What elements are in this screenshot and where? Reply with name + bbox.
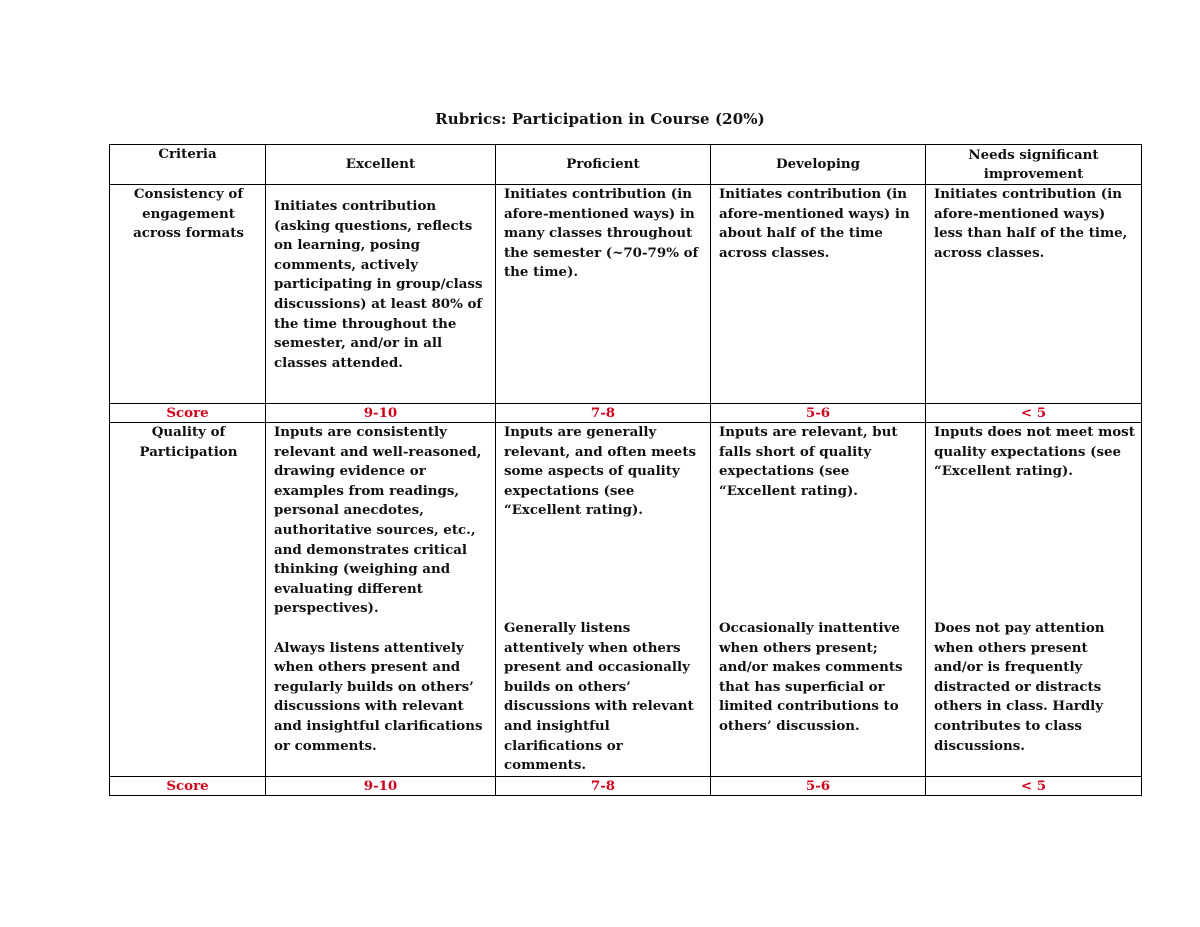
page-title: Rubrics: Participation in Course (20%) xyxy=(435,110,765,128)
cell-text: Does not pay attention when others present and/or is frequently distracted or distracts others in class. Hardly contributes to class discussions. xyxy=(934,620,1105,754)
score-excellent: 9-10 xyxy=(266,776,496,795)
cell-text: Inputs does not meet most quality expectations (see “Excellent rating). xyxy=(934,424,1135,480)
cell-developing: Initiates contribution (in afore-mentioned ways) in about half of the time across classes. xyxy=(711,185,926,404)
score-excellent: 9-10 xyxy=(266,404,496,423)
cell-text: Generally listens attentively when others present and occasionally builds on others’ discussions with relevant and insightful clarifications or comments. xyxy=(504,620,694,774)
header-excellent: Excellent xyxy=(266,145,496,185)
score-developing: 5-6 xyxy=(711,404,926,423)
score-row xyxy=(110,776,1142,795)
score-proficient: 7-8 xyxy=(496,776,711,795)
header-criteria: Criteria xyxy=(110,145,266,185)
score-label: Score xyxy=(110,404,266,423)
cell-text: Occasionally inattentive when others present; and/or makes comments that has superficial or limited contributions to others’ discussion. xyxy=(719,620,903,734)
cell-proficient: Initiates contribution (in afore-mentioned ways) in many classes throughout the semester (~70-79% of the time). xyxy=(496,185,711,404)
header-needs-improvement: Needs significant improvement xyxy=(926,145,1142,185)
cell-text: Always listens attentively when others present and regularly builds on others’ discussions with relevant and insightful clarifications or comments. xyxy=(274,639,483,754)
table-row xyxy=(110,185,1142,404)
score-needs-improvement: < 5 xyxy=(926,776,1142,795)
cell-text: Inputs are relevant, but falls short of quality expectations (see “Excellent rating). xyxy=(719,424,898,499)
cell-excellent: Initiates contribution (asking questions, reflects on learning, posing comments, actively participating in group/class discussions) at least 80% of the time throughout the semester, and/or in all classes attended. xyxy=(266,185,496,404)
rubric-table xyxy=(109,144,1142,796)
header-proficient: Proficient xyxy=(496,145,711,185)
cell-excellent xyxy=(266,423,496,777)
score-developing: 5-6 xyxy=(711,776,926,795)
criterion-quality: Quality of Participation xyxy=(110,423,266,777)
cell-developing xyxy=(711,423,926,777)
table-row xyxy=(110,423,1142,777)
cell-needs-improvement: Initiates contribution (in afore-mentioned ways) less than half of the time, across classes. xyxy=(926,185,1142,404)
score-proficient: 7-8 xyxy=(496,404,711,423)
cell-text: Inputs are generally relevant, and often meets some aspects of quality expectations (see “Excellent rating). xyxy=(504,424,697,519)
header-row xyxy=(110,145,1142,185)
score-needs-improvement: < 5 xyxy=(926,404,1142,423)
score-row xyxy=(110,404,1142,423)
cell-text: Inputs are consistently relevant and well-reasoned, drawing evidence or examples from readings, personal anecdotes, authoritative sources, etc., and demonstrates critical thinking (weighing and evaluating different perspectives). xyxy=(274,424,482,617)
cell-needs-improvement xyxy=(926,423,1142,777)
cell-proficient xyxy=(496,423,711,777)
score-label: Score xyxy=(110,776,266,795)
criterion-consistency: Consistency of engagement across formats xyxy=(110,185,266,404)
header-developing: Developing xyxy=(711,145,926,185)
